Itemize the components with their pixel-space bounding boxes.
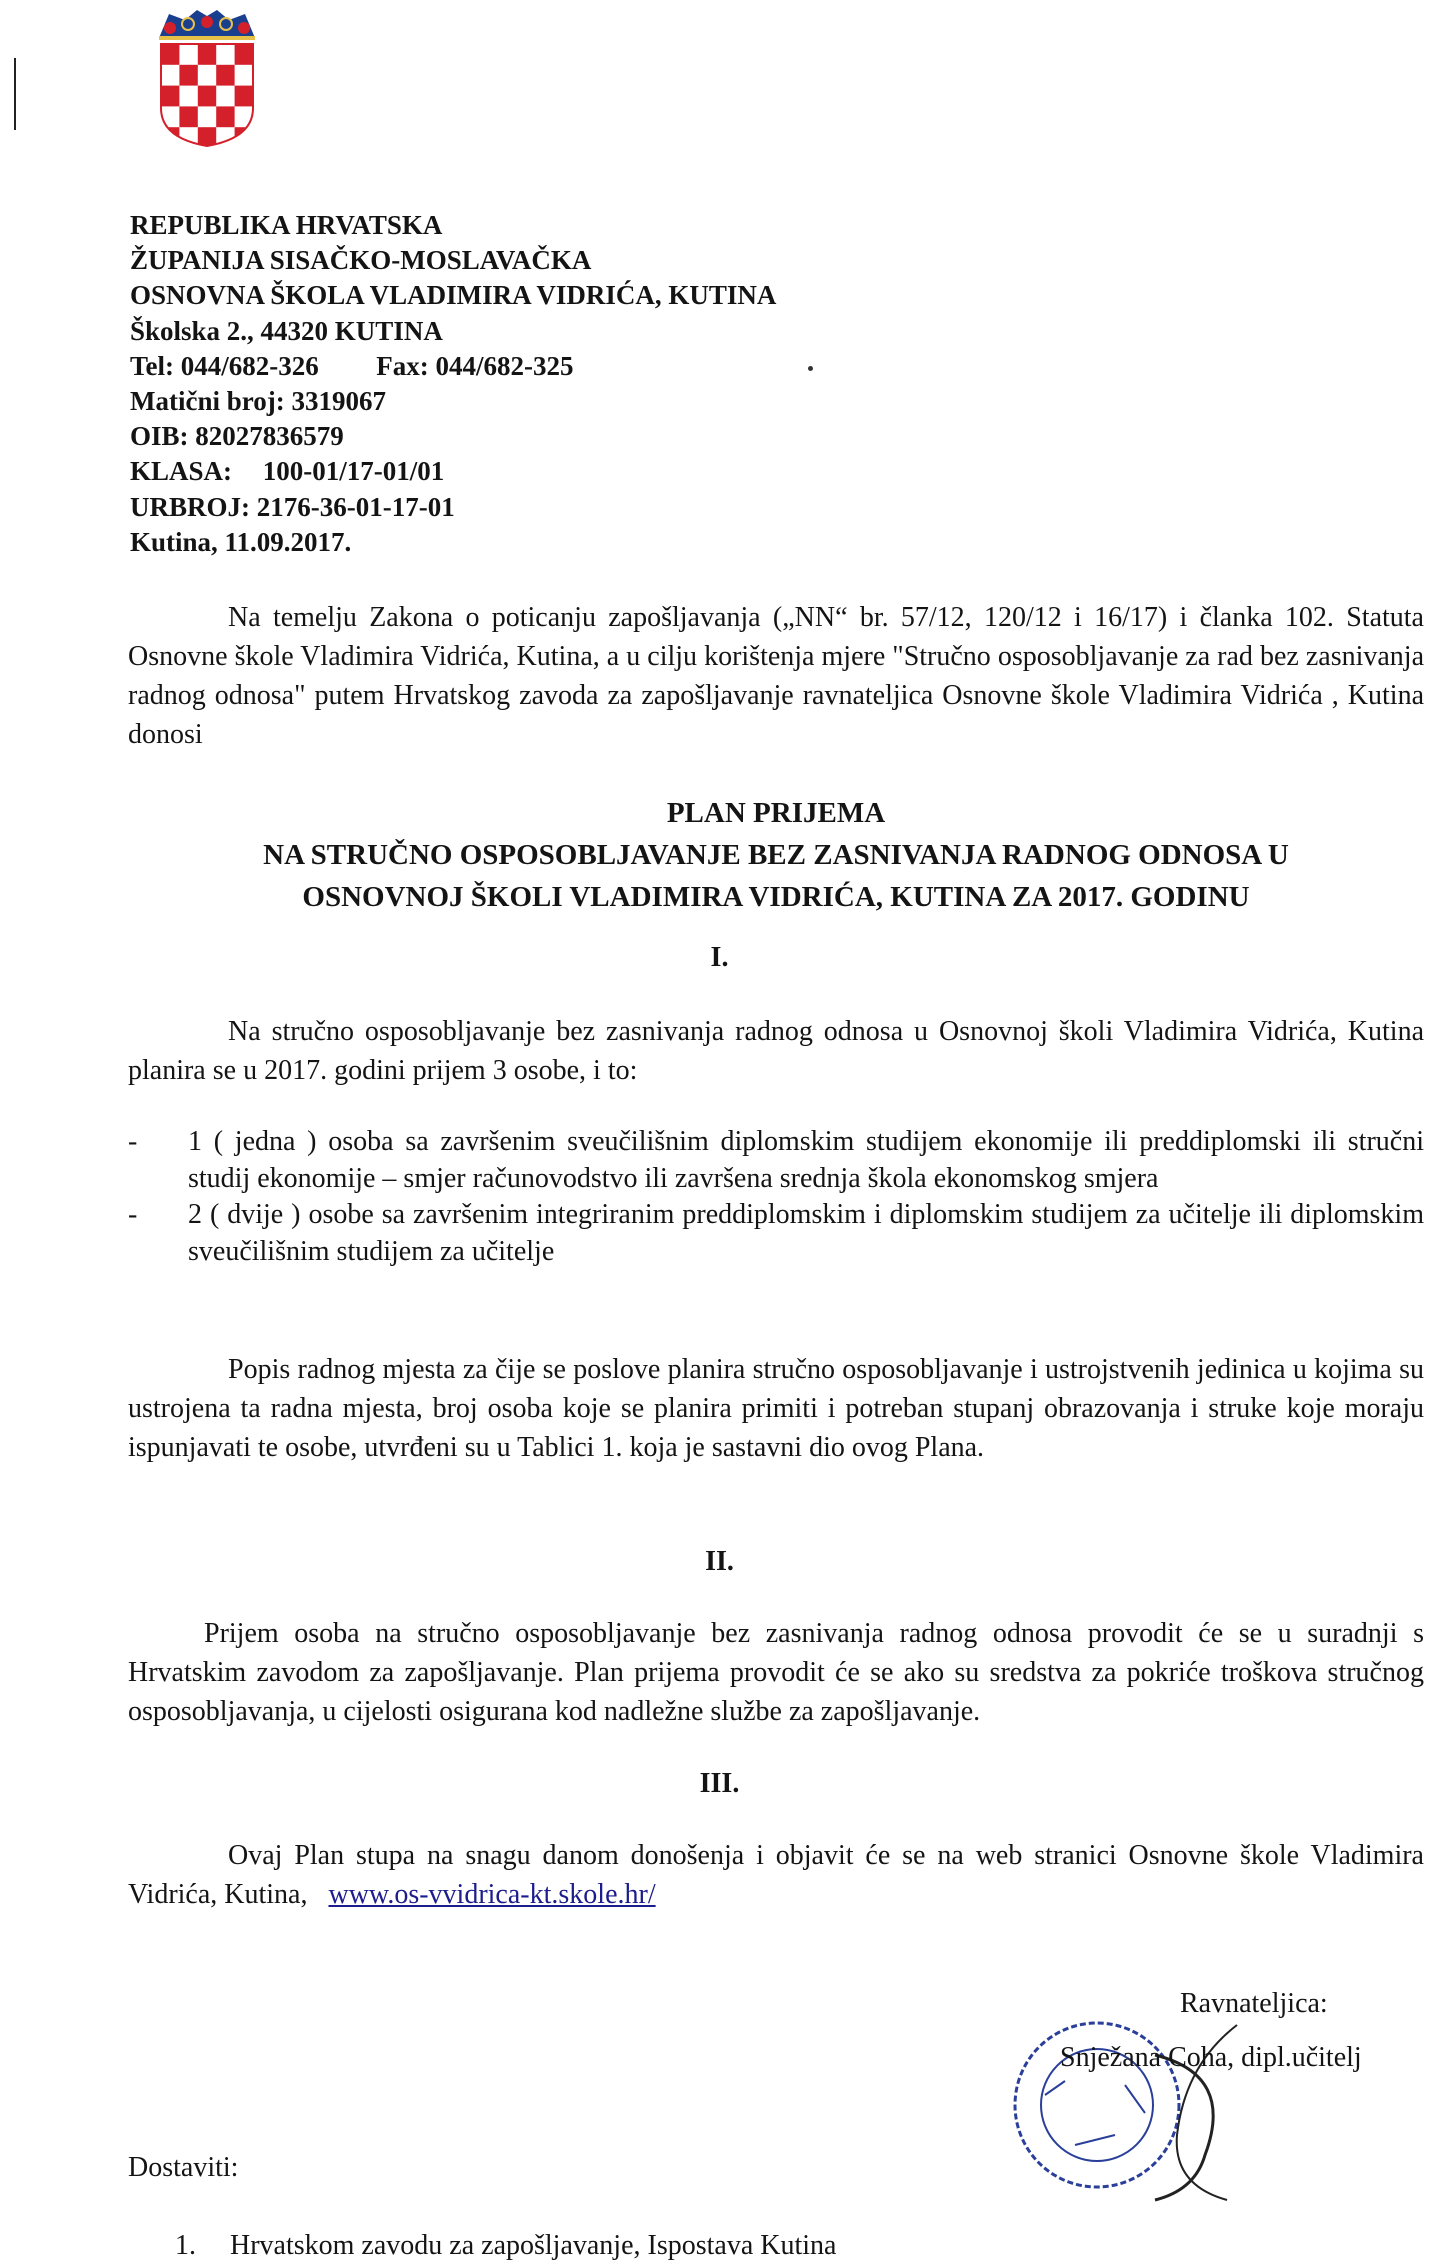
section-heading-1: I. bbox=[710, 942, 729, 973]
intro-text: Na temelju Zakona o poticanju zapošljavanja („NN“ br. 57/12, 120/12 i 16/17) i članka 102. Statuta Osnovne škole Vladimira Vidrića, Kutina, a u cilju korištenja mjere "Stručno osposobljavanje za rad bez zasnivanja radnog odnosa" putem Hrvatskog zavoda za zapošljavanje ravnateljica Osnovne škole Vladimira Vidrića , Kutina donosi bbox=[128, 602, 1424, 750]
header-line-school: OSNOVNA ŠKOLA VLADIMIRA VIDRIĆA, KUTINA bbox=[130, 280, 777, 311]
oib-value: 82027836579 bbox=[195, 421, 344, 452]
list-item-text: 1 ( jedna ) osoba sa završenim sveučilišnim diplomskim studijem ekonomije ili preddiplomski ili stručni studij ekonomije – smjer računovodstvo ili završena srednja škola ekonomskog smjera bbox=[188, 1126, 1424, 1194]
scan-speck bbox=[808, 366, 813, 371]
section-1-paragraph-2 bbox=[128, 1350, 1424, 1467]
title-line-2: NA STRUČNO OSPOSOBLJAVANJE BEZ ZASNIVANJA RADNOG ODNOSA U bbox=[263, 839, 1289, 871]
title-line-3: OSNOVNOJ ŠKOLI VLADIMIRA VIDRIĆA, KUTINA ZA 2017. GODINU bbox=[302, 881, 1250, 913]
title-line-1: PLAN PRIJEMA bbox=[666, 797, 886, 829]
section-heading-2: II. bbox=[705, 1546, 734, 1577]
section-3-paragraph bbox=[128, 1836, 1424, 1914]
header-tel: Tel: 044/682-326 bbox=[130, 350, 319, 381]
header-line-county: ŽUPANIJA SISAČKO-MOSLAVAČKA bbox=[130, 245, 592, 276]
recipient-text: Hrvatskom zavodu za zapošljavanje, Ispostava Kutina bbox=[230, 2230, 837, 2261]
list-dash: - bbox=[128, 1199, 138, 1231]
list-dash: - bbox=[128, 1126, 138, 1157]
header-line-address: Školska 2., 44320 KUTINA bbox=[130, 315, 443, 346]
header-line-republic: REPUBLIKA HRVATSKA bbox=[130, 210, 443, 240]
header-urbroj bbox=[130, 490, 776, 525]
section-2-paragraph bbox=[128, 1614, 1424, 1731]
maticni-label: Matični broj: bbox=[130, 386, 285, 417]
school-website-link[interactable]: www.os-vvidrica-kt.skole.hr/ bbox=[328, 1879, 656, 1910]
list-item-text: 2 ( dvije ) osobe sa završenim integriranim preddiplomskim i diplomskim studijem za učitelje ili diplomskim sveučilišnim studijem za učitelje bbox=[188, 1199, 1424, 1267]
maticni-value: 3319067 bbox=[291, 386, 386, 417]
positions-list bbox=[128, 1124, 1424, 1270]
croatian-coat-of-arms-icon bbox=[155, 8, 259, 148]
klasa-label: KLASA: bbox=[130, 456, 233, 487]
header-fax: Fax: 044/682-325 bbox=[376, 350, 574, 381]
section-2-text: Prijem osoba na stručno osposobljavanje bez zasnivanja radnog odnosa provodit će se u suradnji s Hrvatskim zavodom za zapošljavanje. Plan prijema provodit će se ako su sredstva za pokriće troškova stručnog osposobljavanja, u cijelosti osigurana kod nadležne službe za zapošljavanje. bbox=[128, 1618, 1424, 1727]
section-1-paragraph bbox=[128, 1012, 1424, 1090]
list-item bbox=[175, 2230, 836, 2262]
signature-label: Ravnateljica: bbox=[1180, 1988, 1328, 2019]
section-1-text: Na stručno osposobljavanje bez zasnivanja radnog odnosa u Osnovnoj školi Vladimira Vidrića, Kutina planira se u 2017. godini prijem 3 osobe, i to: bbox=[128, 1016, 1424, 1086]
distribution-label: Dostaviti: bbox=[128, 2152, 239, 2183]
urbroj-value: 2176-36-01-17-01 bbox=[256, 491, 455, 522]
header-registry bbox=[130, 384, 776, 419]
section-heading-3: III. bbox=[699, 1768, 740, 1799]
intro-paragraph bbox=[128, 598, 1424, 754]
header-phone-fax bbox=[130, 349, 776, 384]
header-oib bbox=[130, 419, 776, 454]
school-stamp-icon bbox=[1005, 1985, 1245, 2225]
urbroj-label: URBROJ: bbox=[130, 491, 250, 522]
section-1-text-2: Popis radnog mjesta za čije se poslove planira stručno osposobljavanje i ustrojstvenih jedinica u kojima su ustrojena ta radna mjesta, broj osoba koje se planira primiti i potreban stupanj obrazovanja i struke koje moraju ispunjavati te osobe, utvrđeni su u Tablici 1. koja je sastavni dio ovog Plana. bbox=[128, 1354, 1424, 1463]
header-klasa bbox=[130, 454, 776, 489]
oib-label: OIB: bbox=[130, 421, 189, 452]
document-title bbox=[128, 792, 1424, 918]
recipient-number: 1. bbox=[175, 2230, 196, 2261]
margin-mark bbox=[14, 58, 16, 130]
coat-crown bbox=[159, 10, 255, 40]
list-item bbox=[128, 1124, 1424, 1197]
header-date: Kutina, 11.09.2017. bbox=[130, 526, 352, 557]
coat-shield bbox=[161, 44, 253, 148]
signer-name: Snježana Coha, dipl.učitelj bbox=[1060, 2042, 1362, 2073]
section-3-text: Ovaj Plan stupa na snagu danom donošenja i objavit će se na web stranici Osnovne škole Vladimira Vidrića, Kutina, bbox=[128, 1840, 1424, 1910]
list-item bbox=[128, 1197, 1424, 1270]
letterhead bbox=[130, 208, 776, 560]
klasa-value: 100-01/17-01/01 bbox=[262, 456, 445, 487]
